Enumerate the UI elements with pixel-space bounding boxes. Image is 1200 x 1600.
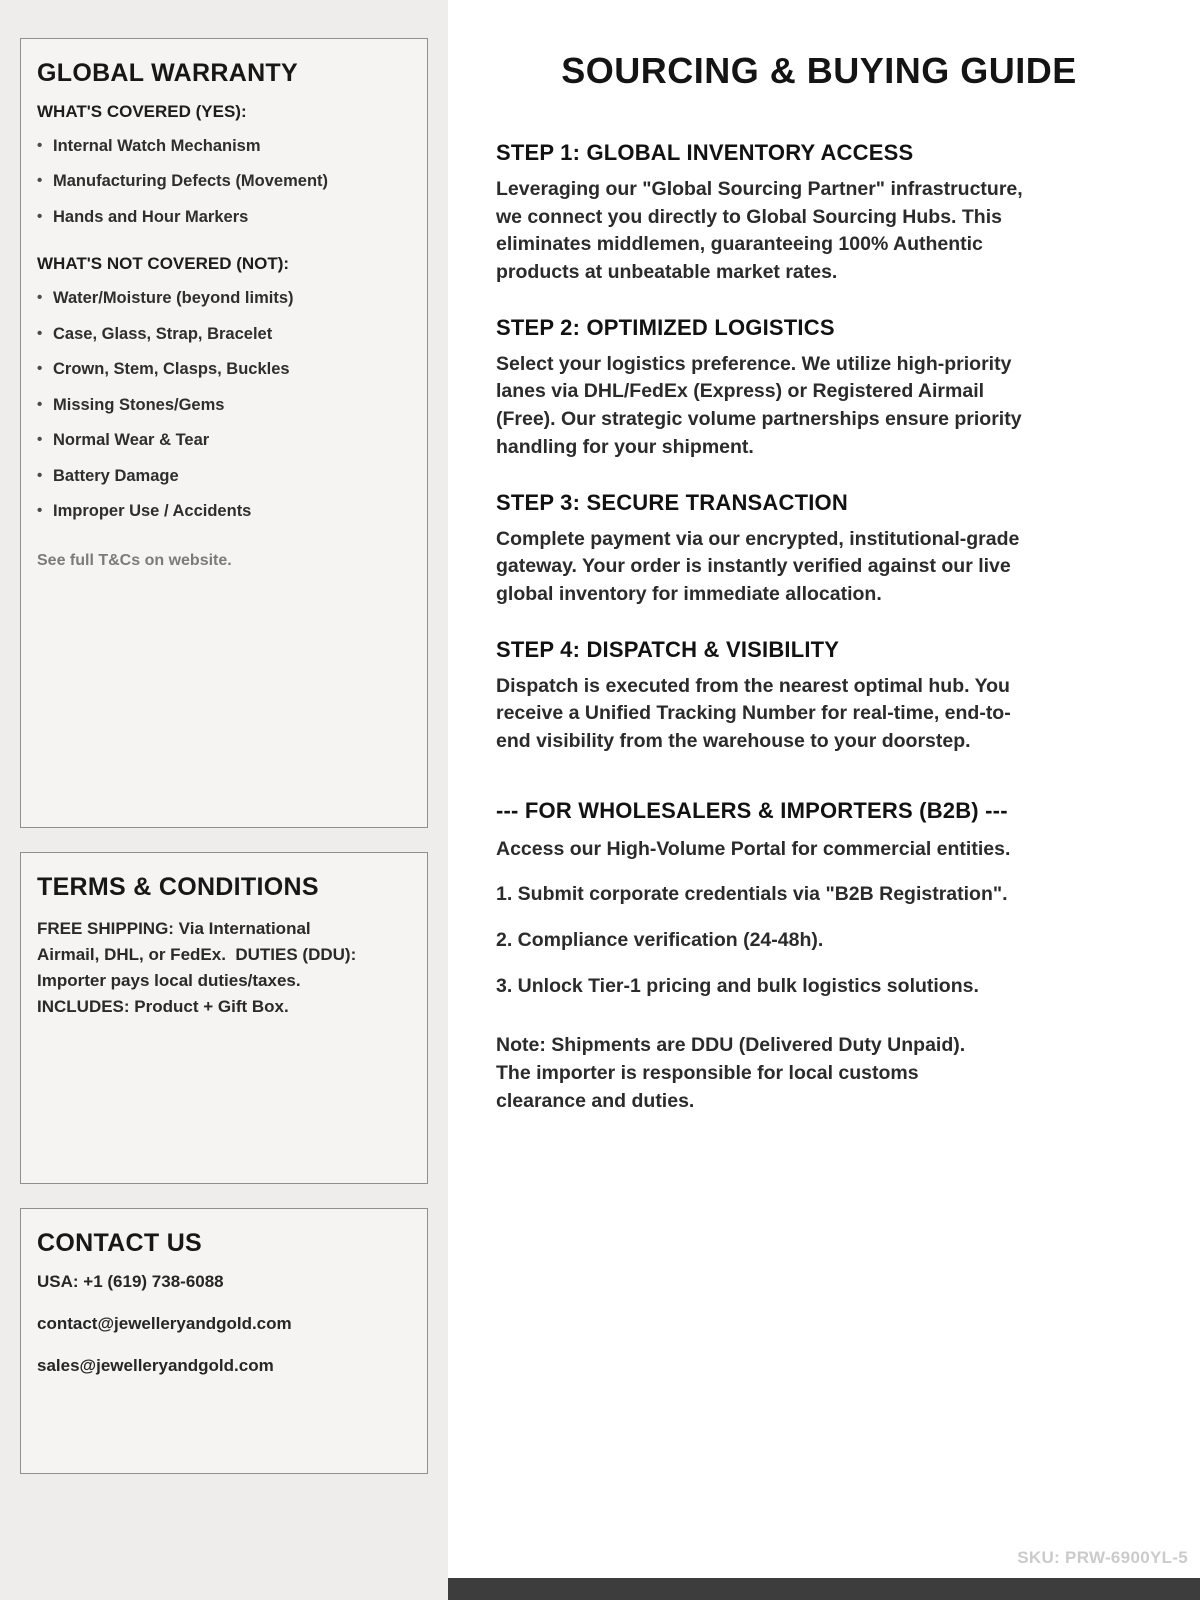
terms-box: [20, 852, 428, 1184]
main-content: [448, 0, 1200, 1600]
step-2-heading: STEP 2: OPTIMIZED LOGISTICS: [496, 314, 835, 340]
step-2: [496, 315, 1142, 462]
warranty-footnote: See full T&Cs on website.: [37, 552, 232, 570]
contact-phone: USA: +1 (619) 738-6088: [37, 1272, 224, 1291]
not-covered-heading: WHAT'S NOT COVERED (NOT):: [37, 254, 290, 274]
step-3-heading: STEP 3: SECURE TRANSACTION: [496, 489, 848, 515]
list-item: • Normal Wear & Tear: [37, 430, 411, 451]
list-item: • Internal Watch Mechanism: [37, 136, 411, 157]
step-4: [496, 637, 1142, 756]
terms-body: FREE SHIPPING: Via International Airmail, DHL, or FedEx. DUTIES (DDU): Importer pays local duties/taxes. INCLUDES: Product + Gift Box.: [37, 919, 361, 1016]
warranty-title: GLOBAL WARRANTY: [37, 59, 298, 87]
list-item: • Manufacturing Defects (Movement): [37, 171, 411, 192]
covered-list: [37, 136, 411, 228]
footer-bar: [448, 1578, 1200, 1600]
list-item: • Missing Stones/Gems: [37, 395, 411, 416]
sidebar: [0, 0, 448, 1600]
b2b-intro: Access our High-Volume Portal for commercial entities.: [496, 837, 1011, 860]
b2b-note: Note: Shipments are DDU (Delivered Duty Unpaid). The importer is responsible for local customs clearance and duties.: [496, 1034, 966, 1112]
step-3: [496, 490, 1142, 609]
list-item: • Case, Glass, Strap, Bracelet: [37, 324, 411, 345]
step-4-heading: STEP 4: DISPATCH & VISIBILITY: [496, 636, 840, 662]
covered-heading: WHAT'S COVERED (YES):: [37, 102, 247, 121]
list-item: • Battery Damage: [37, 466, 411, 487]
list-item: • Crown, Stem, Clasps, Buckles: [37, 359, 411, 380]
page-title: SOURCING & BUYING GUIDE: [561, 50, 1077, 91]
b2b-item: 3. Unlock Tier-1 pricing and bulk logistics solutions.: [496, 974, 979, 997]
contact-email-sales: sales@jewelleryandgold.com: [37, 1356, 274, 1375]
contact-box: [20, 1208, 428, 1474]
list-item: • Water/Moisture (beyond limits): [37, 288, 411, 309]
b2b-item: 1. Submit corporate credentials via "B2B Registration".: [496, 883, 1008, 906]
contact-email-primary: contact@jewelleryandgold.com: [37, 1314, 292, 1333]
terms-title: TERMS & CONDITIONS: [37, 873, 319, 901]
not-covered-list: [37, 288, 411, 522]
list-item: • Improper Use / Accidents: [37, 501, 411, 522]
warranty-box: [20, 38, 428, 828]
step-3-body: Complete payment via our encrypted, institutional-grade gateway. Your order is instantly verified against our live global inventory for immediate allocation.: [496, 527, 1020, 605]
step-4-body: Dispatch is executed from the nearest optimal hub. You receive a Unified Tracking Number for real-time, end-to-end visibility from the warehouse to your doorstep.: [496, 674, 1011, 752]
list-item: • Hands and Hour Markers: [37, 207, 411, 228]
contact-title: CONTACT US: [37, 1229, 203, 1257]
b2b-heading: --- FOR WHOLESALERS & IMPORTERS (B2B) ---: [496, 797, 1008, 823]
step-1-body: Leveraging our "Global Sourcing Partner" infrastructure, we connect you directly to Global Sourcing Hubs. This eliminates middlemen, guaranteeing 100% Authentic products at unbeatable market rates.: [496, 178, 1023, 284]
b2b-section: [496, 798, 1142, 1116]
step-1-heading: STEP 1: GLOBAL INVENTORY ACCESS: [496, 140, 914, 165]
step-1: [496, 140, 1142, 287]
sku-label: SKU: PRW-6900YL-5: [1017, 1548, 1188, 1567]
step-2-body: Select your logistics preference. We utilize high-priority lanes via DHL/FedEx (Express) or Registered Airmail (Free). Our strategic volume partnerships ensure priority handling for your shipment.: [496, 352, 1022, 458]
b2b-item: 2. Compliance verification (24-48h).: [496, 929, 824, 951]
